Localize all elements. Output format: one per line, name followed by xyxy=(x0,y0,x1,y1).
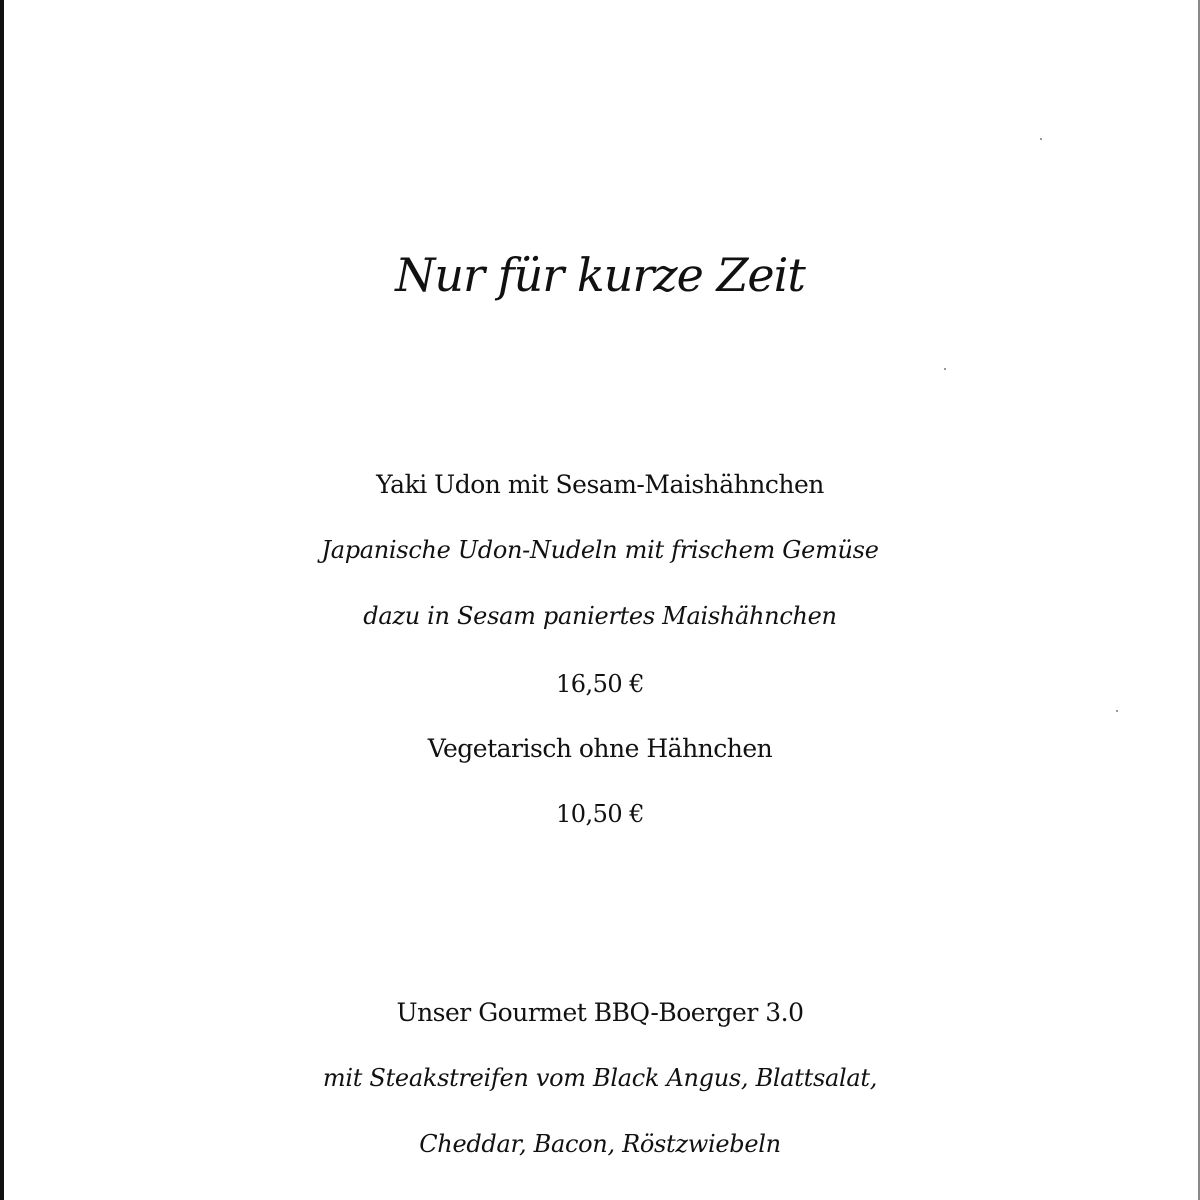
scan-speck xyxy=(1116,710,1118,712)
dish-name-bbq-burger: Unser Gourmet BBQ-Boerger 3.0 xyxy=(396,998,804,1027)
scan-speck xyxy=(944,368,946,370)
dish-description-line: Japanische Udon-Nudeln mit frischem Gemüse xyxy=(321,536,879,564)
dish-description-line: mit Steakstreifen vom Black Angus, Blattsalat, xyxy=(322,1064,878,1092)
dish-variant-name: Vegetarisch ohne Hähnchen xyxy=(427,734,773,763)
dish-price: 16,50 € xyxy=(555,670,645,698)
scan-speck xyxy=(1040,138,1042,140)
dish-variant-price: 10,50 € xyxy=(555,800,645,828)
dish-description-line: Cheddar, Bacon, Röstzwiebeln xyxy=(419,1130,781,1158)
dish-name-yaki-udon: Yaki Udon mit Sesam-Maishähnchen xyxy=(376,470,824,499)
dish-description-line: dazu in Sesam paniertes Maishähnchen xyxy=(363,602,837,630)
menu-title: Nur für kurze Zeit xyxy=(395,248,805,302)
